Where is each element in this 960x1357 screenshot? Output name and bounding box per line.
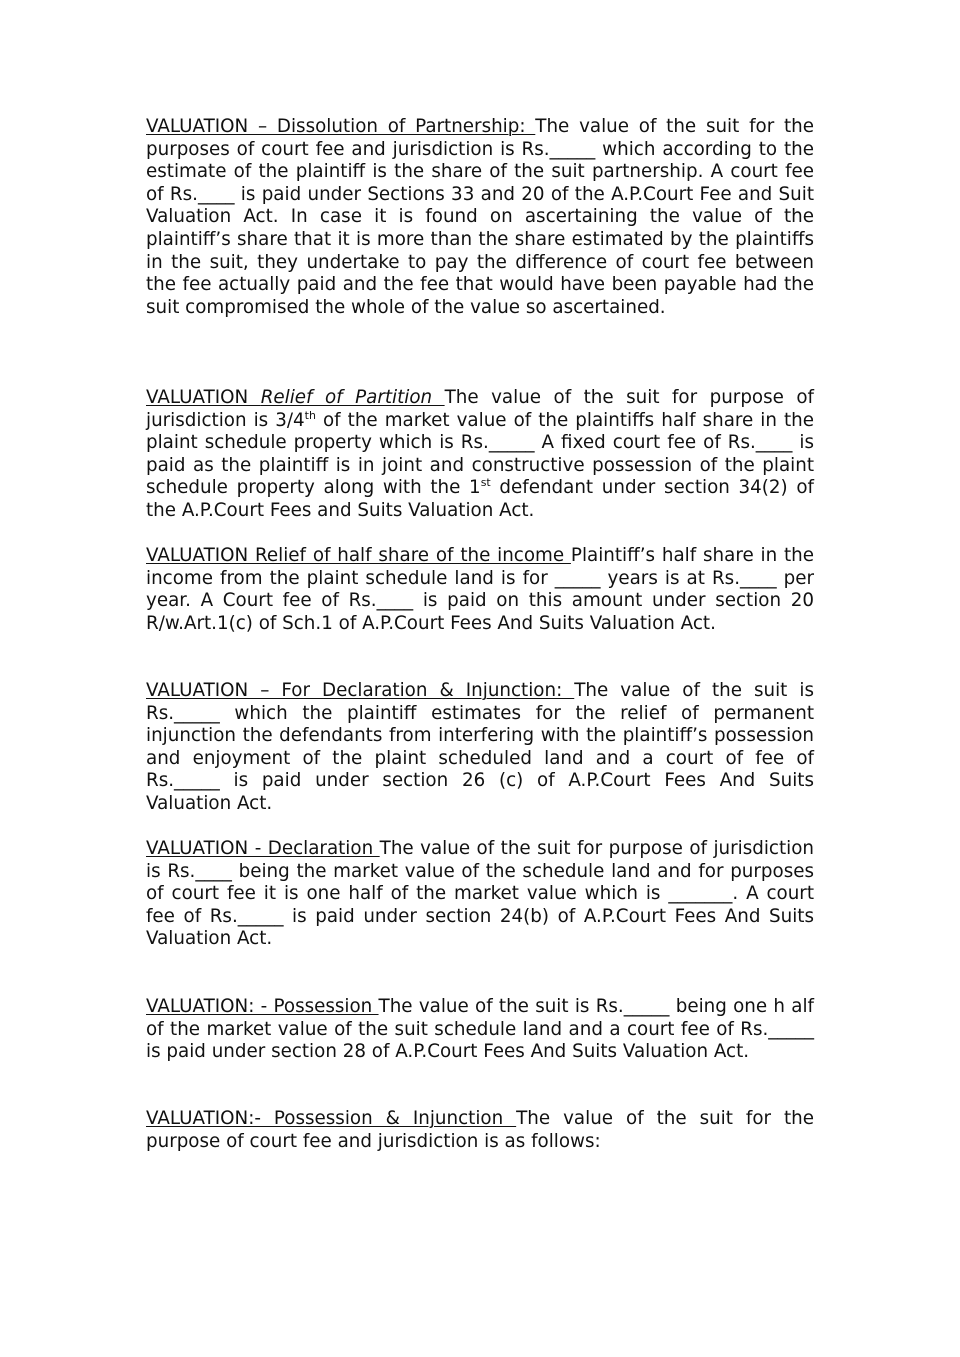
section-body: Plaintiff’s half share in the income from the plaint schedule land is for _____ years is at Rs.____ per year. A Court fee of Rs.____ is paid on this amount under section 20 R/w.Art.1(c) of Sch.1 of A.P.Court Fees And Suits Valuation Act. bbox=[146, 545, 814, 634]
superscript-th: th bbox=[304, 408, 316, 422]
section-declaration bbox=[146, 838, 814, 951]
section-relief-of-partition bbox=[146, 387, 814, 523]
section-body: The value of the suit is Rs._____ being one h alf of the market value of the suit schedule land and a court fee of Rs._____ is paid under section 28 of A.P.Court Fees And Suits Valuation Act. bbox=[146, 996, 814, 1063]
section-body-part-a: The value of the suit for purpose of jurisdiction is 3/4 bbox=[146, 387, 814, 431]
section-heading-italic: Relief of Partition bbox=[260, 387, 445, 408]
section-body: The value of the suit for the purpose of court fee and jurisdiction is as follows: bbox=[146, 1108, 814, 1152]
section-body: The value of the suit for purpose of jurisdiction is Rs.____ being the market value of the schedule land and for purposes of court fee it is one half of the market value which is _______. A court fee of Rs._____ is paid under section 24(b) of A.P.Court Fees And Suits Valuation Act. bbox=[146, 838, 814, 950]
section-heading: VALUATION Relief of half share of the income bbox=[146, 545, 571, 566]
section-heading: VALUATION: - Possession bbox=[146, 996, 379, 1017]
section-body-part-b: of the market value of the plaintiffs half share in the plaint schedule property which is Rs._____ A fixed court fee of Rs.____ is paid as the plaintiff is in joint and constructive possession of the plaint schedule property along with the 1 bbox=[146, 409, 815, 499]
section-body-part-c: defendant under section 34(2) of the A.P.Court Fees and Suits Valuation Act. bbox=[146, 477, 814, 521]
section-heading: VALUATION - Declaration bbox=[146, 838, 380, 859]
section-heading: VALUATION – For Declaration & Injunction: bbox=[146, 680, 575, 701]
section-body: The value of the suit is Rs._____ which the plaintiff estimates for the relief of permanent injunction the defendants from interfering with the plaintiff’s possession and enjoyment of the plaint scheduled land and a court of fee of Rs._____ is paid under section 26 (c) of A.P.Court Fees And Suits Valuation Act. bbox=[146, 680, 814, 814]
section-heading: VALUATION:- Possession & Injunction bbox=[146, 1108, 517, 1129]
section-half-share-of-income bbox=[146, 545, 814, 635]
section-heading bbox=[146, 387, 445, 408]
section-possession-and-injunction bbox=[146, 1108, 814, 1153]
section-dissolution-of-partnership bbox=[146, 116, 814, 319]
section-heading-prefix: VALUATION bbox=[146, 387, 261, 408]
section-declaration-and-injunction bbox=[146, 680, 814, 816]
section-body: The value of the suit for the purposes of court fee and jurisdiction is Rs._____ which according to the estimate of the plaintiff is the share of the suit partnership. A court fee of Rs.____ is paid under Sections 33 and 20 of the A.P.Court Fee and Suit Valuation Act. In case it is found on ascertaining the value of the plaintiff’s share that it is more than the share estimated by the plaintiffs in the suit, they undertake to pay the difference of court fee between the fee actually paid and the fee that would have been payable had the suit compromised the whole of the value so ascertained. bbox=[146, 116, 814, 318]
section-heading: VALUATION – Dissolution of Partnership: bbox=[146, 116, 536, 137]
superscript-st: st bbox=[480, 476, 491, 490]
section-possession bbox=[146, 996, 814, 1064]
